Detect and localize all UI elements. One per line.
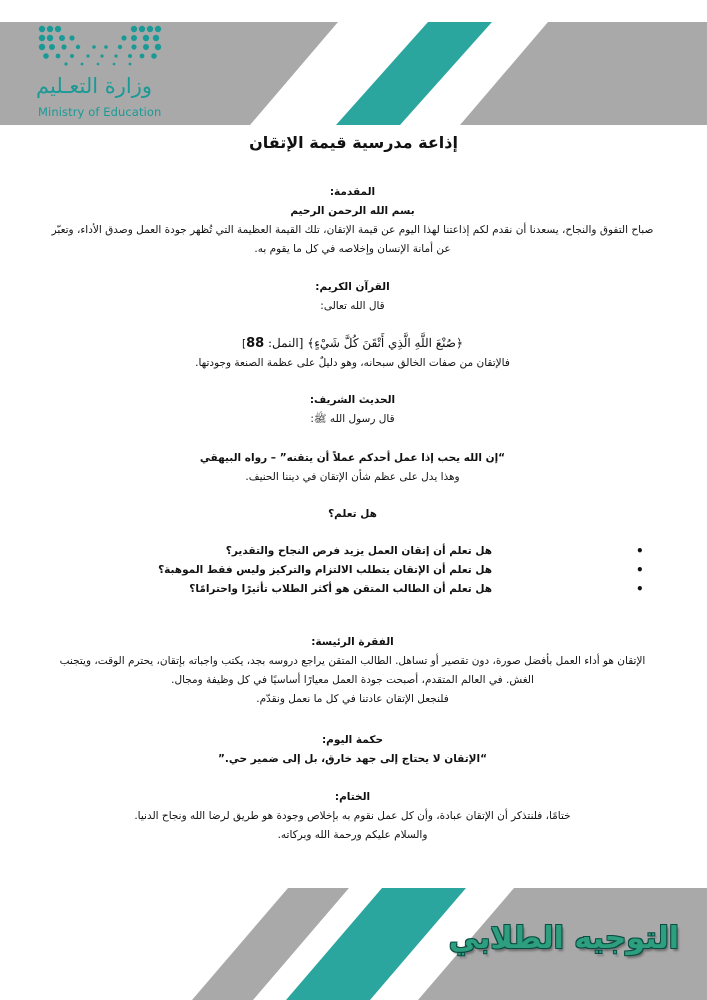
wisdom-text: “الإتقان لا يحتاج إلى جهد خارق، بل إلى ضمير حي.”: [218, 753, 487, 765]
intro-heading: المقدمة:: [329, 186, 376, 198]
main-heading: الفقرة الرئيسة:: [311, 636, 394, 648]
hadith-intro: قال رسول الله ﷺ:: [310, 413, 395, 425]
basmala: بسم الله الرحمن الرحيم: [290, 205, 415, 217]
conclusion-heading: الختام:: [334, 791, 371, 803]
intro-line-1: صباح التفوق والنجاح، يسعدنا أن نقدم لكم إذاعتنا لهذا اليوم عن قيمة الإتقان، تلك القيمة العظيمة التي تُظهر جودة العمل وصدق الأداء، وتعبّر: [51, 224, 654, 236]
wisdom-heading: حكمة اليوم:: [321, 734, 384, 746]
quran-verse-block: [40, 334, 665, 373]
quran-verse-close: ]: [242, 338, 247, 350]
quran-section: [40, 278, 665, 316]
main-line-1: الإتقان هو أداء العمل بأفضل صورة، دون تقصير أو تساهل. الطالب المتقن يراجع دروسه بجد، يكتب واجباته بإتقان، يحترم الوقت، ويتجنب: [59, 655, 646, 667]
intro-section: [40, 183, 665, 259]
list-item: [0, 561, 707, 580]
did-you-know-heading: هل تعلم؟: [328, 508, 377, 520]
list-item-text: هل تعلم أن الطالب المتقن هو أكثر الطلاب تأثيرًا واحترامًا؟: [189, 583, 492, 595]
conclusion-line-1: ختامًا، فلنتذكر أن الإتقان عبادة، وأن كل عمل نقوم به بإخلاص وجودة هو طريق لرضا الله ونجاح الدنيا.: [134, 810, 571, 822]
hadith-text: “إن الله يحب إذا عمل أحدكم عملاً أن يتقنه” – رواه البيهقي: [199, 452, 506, 464]
main-line-3: فلنجعل الإتقان عادتنا في كل ما نعمل ونقدّم.: [256, 693, 449, 705]
hadith-comment: وهذا يدل على عظم شأن الإتقان في ديننا الحنيف.: [245, 471, 460, 483]
header-gray-stripe-right: [460, 22, 707, 125]
quran-verse-number: 88: [246, 336, 265, 351]
did-you-know-list: [0, 542, 707, 599]
list-item-text: هل تعلم أن إتقان العمل يزيد فرص النجاح والتقدير؟: [225, 545, 492, 557]
main-section: [40, 633, 665, 709]
header-teal-stripe: [336, 22, 492, 125]
page-title: إذاعة مدرسية قيمة الإتقان: [249, 133, 458, 152]
quran-comment: فالإتقان من صفات الخالق سبحانه، وهو دليلٌ على عظمة الصنعة وجودتها.: [195, 357, 510, 369]
main-line-2: الغش. في العالم المتقدم، أصبحت جودة العمل معيارًا أساسيًا في كل وظيفة ومجال.: [171, 674, 534, 686]
did-you-know-section: [40, 505, 665, 524]
footer-title: التوجيه الطلابي: [448, 921, 679, 956]
quran-verse: [40, 334, 665, 354]
list-item-text: هل تعلم أن الإتقان يتطلب الالتزام والتركيز وليس فقط الموهبة؟: [158, 564, 492, 576]
hadith-text-block: [40, 449, 665, 487]
intro-line-2: عن أمانة الإنسان وإخلاصه في كل ما يقوم به.: [254, 243, 451, 255]
hadith-heading: الحديث الشريف:: [309, 394, 396, 406]
bullet-icon: •: [636, 544, 644, 558]
quran-intro: قال الله تعالى:: [320, 300, 385, 312]
quran-heading: القرآن الكريم:: [315, 281, 390, 293]
bullet-icon: •: [636, 563, 644, 577]
ministry-logo-english: Ministry of Education: [38, 105, 162, 119]
quran-verse-text: ﴿صُنْعَ اللَّهِ الَّذِي أَتْقَنَ كُلَّ شَيْءٍ﴾ [النمل:: [264, 336, 463, 350]
ministry-logo-arabic: وزارة التعـليم: [36, 74, 153, 98]
wisdom-section: [40, 731, 665, 769]
list-item: [0, 542, 707, 561]
ministry-logo-dots: [38, 25, 168, 67]
list-item: [0, 580, 707, 599]
conclusion-line-2: والسلام عليكم ورحمة الله وبركاته.: [277, 829, 428, 841]
bullet-icon: •: [636, 582, 644, 596]
conclusion-section: [40, 788, 665, 845]
hadith-section: [40, 391, 665, 429]
